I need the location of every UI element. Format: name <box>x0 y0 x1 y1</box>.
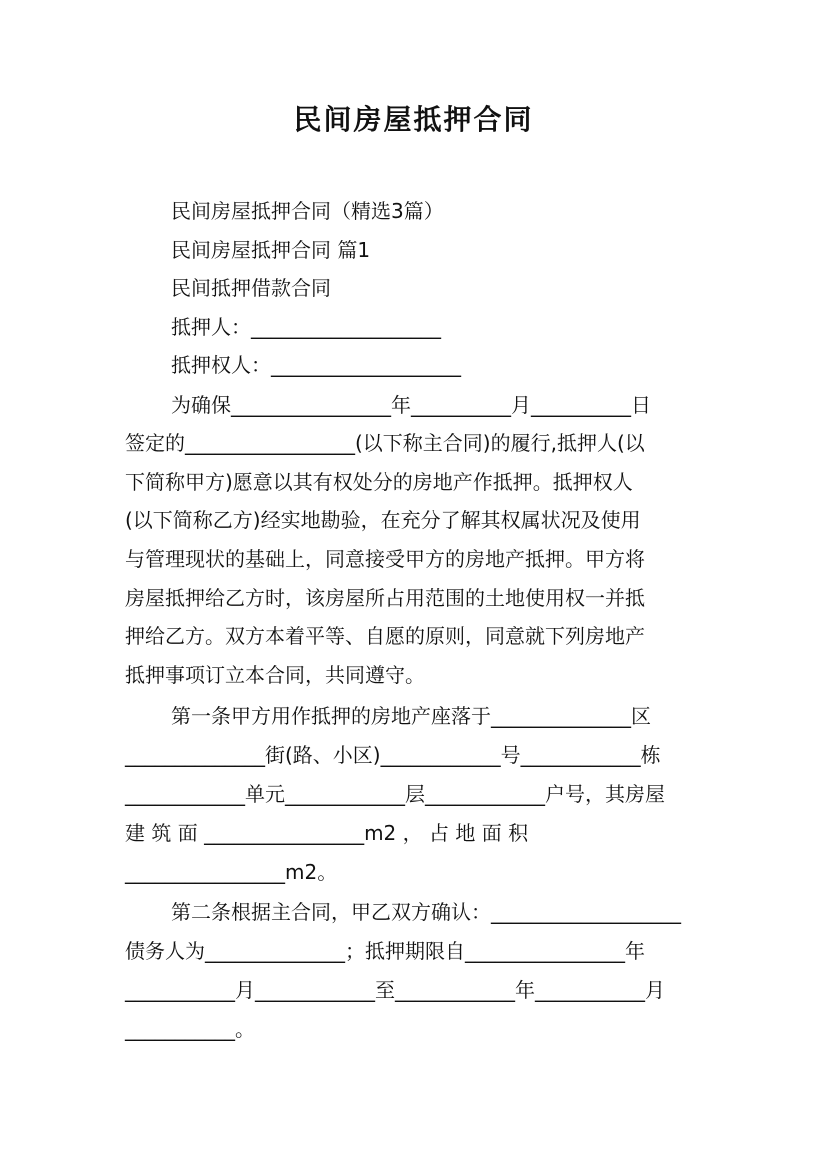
paragraph-line: (以下简称乙方)经实地勘验，在充分了解其权属状况及使用 <box>125 508 641 532</box>
mortgagee-field: 抵押权人：___________________ <box>171 353 461 377</box>
paragraph-line: 与管理现状的基础上，同意接受甲方的房地产抵押。甲方将 <box>125 547 645 571</box>
article-1-line: 第一条甲方用作抵押的房地产座落于______________区 <box>171 704 651 728</box>
article-1-line: ____________单元____________层____________户号，其房屋 <box>125 782 665 806</box>
paragraph-line: 房屋抵押给乙方时，该房屋所占用范围的土地使用权一并抵 <box>125 586 645 610</box>
mortgagor-field: 抵押人：___________________ <box>171 315 441 339</box>
article-2-line: 债务人为______________；抵押期限自________________年 <box>125 939 645 963</box>
contract-name: 民间抵押借款合同 <box>171 276 331 300</box>
paragraph-line: 签定的_________________(以下称主合同)的履行,抵押人(以 <box>125 431 645 455</box>
article-2-line: 第二条根据主合同，甲乙双方确认：___________________ <box>171 900 681 924</box>
article-2-line: ___________月____________至____________年___________月 <box>125 978 665 1002</box>
article-1-line: 建 筑 面 ________________m2 ， 占 地 面 积 <box>125 821 529 845</box>
article-2-line: ___________。 <box>125 1017 255 1041</box>
article-1-line: ________________m2。 <box>125 860 338 884</box>
subtitle-part-1: 民间房屋抵押合同 篇1 <box>171 238 371 262</box>
paragraph-line: 抵押事项订立本合同，共同遵守。 <box>125 663 425 687</box>
paragraph-line: 为确保________________年__________月__________日 <box>171 393 651 417</box>
paragraph-line: 押给乙方。双方本着平等、自愿的原则，同意就下列房地产 <box>125 624 645 648</box>
paragraph-line: 下简称甲方)愿意以其有权处分的房地产作抵押。抵押权人 <box>125 470 633 494</box>
subtitle-selected-3: 民间房屋抵押合同（精选3篇） <box>171 199 444 223</box>
article-1-line: ______________街(路、小区)____________号____________栋 <box>125 743 661 767</box>
document-title: 民间房屋抵押合同 <box>293 103 534 136</box>
